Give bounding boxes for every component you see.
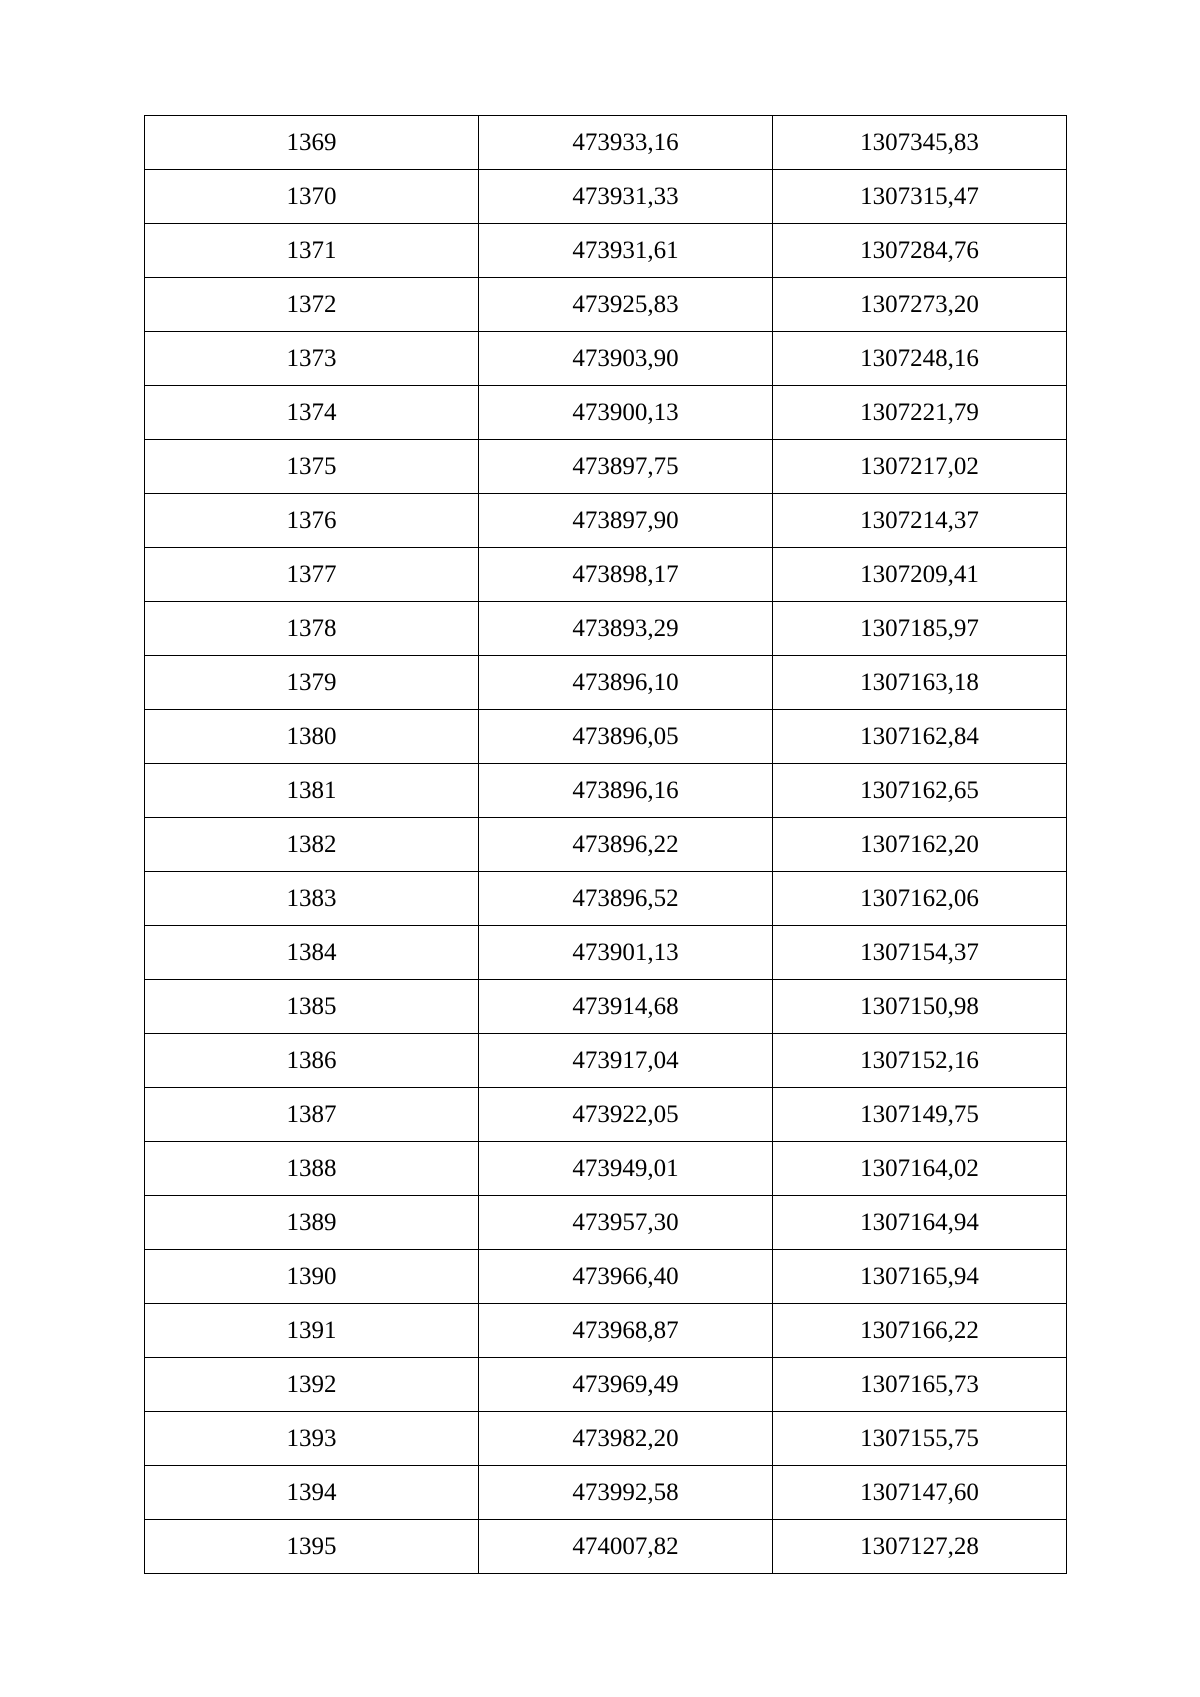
table-row (145, 278, 1067, 332)
x-coordinate-cell: 473898,17 (479, 548, 773, 602)
point-number-cell: 1371 (145, 224, 479, 278)
point-number-cell: 1369 (145, 116, 479, 170)
x-coordinate-cell: 473933,16 (479, 116, 773, 170)
point-number-cell: 1393 (145, 1412, 479, 1466)
point-number-cell: 1394 (145, 1466, 479, 1520)
point-number-cell: 1380 (145, 710, 479, 764)
x-coordinate-cell: 473968,87 (479, 1304, 773, 1358)
point-number-cell: 1389 (145, 1196, 479, 1250)
y-coordinate-cell: 1307217,02 (773, 440, 1067, 494)
y-coordinate-cell: 1307165,73 (773, 1358, 1067, 1412)
table-row (145, 116, 1067, 170)
point-number-cell: 1386 (145, 1034, 479, 1088)
x-coordinate-cell: 473893,29 (479, 602, 773, 656)
table-row (145, 1304, 1067, 1358)
y-coordinate-cell: 1307154,37 (773, 926, 1067, 980)
y-coordinate-cell: 1307163,18 (773, 656, 1067, 710)
point-number-cell: 1387 (145, 1088, 479, 1142)
point-number-cell: 1383 (145, 872, 479, 926)
x-coordinate-cell: 474007,82 (479, 1520, 773, 1574)
y-coordinate-cell: 1307164,94 (773, 1196, 1067, 1250)
point-number-cell: 1388 (145, 1142, 479, 1196)
x-coordinate-cell: 473982,20 (479, 1412, 773, 1466)
y-coordinate-cell: 1307273,20 (773, 278, 1067, 332)
y-coordinate-cell: 1307221,79 (773, 386, 1067, 440)
y-coordinate-cell: 1307185,97 (773, 602, 1067, 656)
y-coordinate-cell: 1307164,02 (773, 1142, 1067, 1196)
table-row (145, 548, 1067, 602)
x-coordinate-cell: 473897,75 (479, 440, 773, 494)
y-coordinate-cell: 1307162,06 (773, 872, 1067, 926)
coordinates-table-body (145, 116, 1067, 1574)
y-coordinate-cell: 1307214,37 (773, 494, 1067, 548)
table-row (145, 1034, 1067, 1088)
x-coordinate-cell: 473922,05 (479, 1088, 773, 1142)
x-coordinate-cell: 473903,90 (479, 332, 773, 386)
table-row (145, 440, 1067, 494)
x-coordinate-cell: 473949,01 (479, 1142, 773, 1196)
table-row (145, 872, 1067, 926)
x-coordinate-cell: 473931,61 (479, 224, 773, 278)
coordinates-table (144, 115, 1067, 1574)
point-number-cell: 1372 (145, 278, 479, 332)
point-number-cell: 1395 (145, 1520, 479, 1574)
table-row (145, 710, 1067, 764)
x-coordinate-cell: 473931,33 (479, 170, 773, 224)
point-number-cell: 1392 (145, 1358, 479, 1412)
point-number-cell: 1385 (145, 980, 479, 1034)
x-coordinate-cell: 473896,10 (479, 656, 773, 710)
x-coordinate-cell: 473896,16 (479, 764, 773, 818)
x-coordinate-cell: 473896,05 (479, 710, 773, 764)
x-coordinate-cell: 473917,04 (479, 1034, 773, 1088)
table-row (145, 980, 1067, 1034)
table-row (145, 1466, 1067, 1520)
x-coordinate-cell: 473900,13 (479, 386, 773, 440)
y-coordinate-cell: 1307150,98 (773, 980, 1067, 1034)
point-number-cell: 1384 (145, 926, 479, 980)
y-coordinate-cell: 1307345,83 (773, 116, 1067, 170)
point-number-cell: 1381 (145, 764, 479, 818)
table-row (145, 764, 1067, 818)
y-coordinate-cell: 1307162,84 (773, 710, 1067, 764)
x-coordinate-cell: 473925,83 (479, 278, 773, 332)
y-coordinate-cell: 1307284,76 (773, 224, 1067, 278)
point-number-cell: 1376 (145, 494, 479, 548)
point-number-cell: 1375 (145, 440, 479, 494)
x-coordinate-cell: 473896,52 (479, 872, 773, 926)
point-number-cell: 1370 (145, 170, 479, 224)
table-row (145, 1358, 1067, 1412)
x-coordinate-cell: 473957,30 (479, 1196, 773, 1250)
x-coordinate-cell: 473901,13 (479, 926, 773, 980)
table-row (145, 170, 1067, 224)
x-coordinate-cell: 473896,22 (479, 818, 773, 872)
y-coordinate-cell: 1307162,65 (773, 764, 1067, 818)
y-coordinate-cell: 1307248,16 (773, 332, 1067, 386)
table-row (145, 494, 1067, 548)
y-coordinate-cell: 1307162,20 (773, 818, 1067, 872)
table-row (145, 656, 1067, 710)
x-coordinate-cell: 473992,58 (479, 1466, 773, 1520)
table-row (145, 1196, 1067, 1250)
table-row (145, 224, 1067, 278)
table-row (145, 818, 1067, 872)
y-coordinate-cell: 1307152,16 (773, 1034, 1067, 1088)
y-coordinate-cell: 1307165,94 (773, 1250, 1067, 1304)
x-coordinate-cell: 473969,49 (479, 1358, 773, 1412)
y-coordinate-cell: 1307166,22 (773, 1304, 1067, 1358)
table-row (145, 1412, 1067, 1466)
table-row (145, 1520, 1067, 1574)
table-row (145, 1250, 1067, 1304)
point-number-cell: 1378 (145, 602, 479, 656)
table-row (145, 1142, 1067, 1196)
point-number-cell: 1377 (145, 548, 479, 602)
y-coordinate-cell: 1307147,60 (773, 1466, 1067, 1520)
point-number-cell: 1390 (145, 1250, 479, 1304)
point-number-cell: 1374 (145, 386, 479, 440)
y-coordinate-cell: 1307315,47 (773, 170, 1067, 224)
table-row (145, 926, 1067, 980)
point-number-cell: 1373 (145, 332, 479, 386)
table-row (145, 332, 1067, 386)
table-row (145, 602, 1067, 656)
point-number-cell: 1382 (145, 818, 479, 872)
x-coordinate-cell: 473966,40 (479, 1250, 773, 1304)
y-coordinate-cell: 1307149,75 (773, 1088, 1067, 1142)
point-number-cell: 1391 (145, 1304, 479, 1358)
point-number-cell: 1379 (145, 656, 479, 710)
x-coordinate-cell: 473914,68 (479, 980, 773, 1034)
y-coordinate-cell: 1307209,41 (773, 548, 1067, 602)
y-coordinate-cell: 1307155,75 (773, 1412, 1067, 1466)
table-row (145, 1088, 1067, 1142)
table-row (145, 386, 1067, 440)
x-coordinate-cell: 473897,90 (479, 494, 773, 548)
y-coordinate-cell: 1307127,28 (773, 1520, 1067, 1574)
